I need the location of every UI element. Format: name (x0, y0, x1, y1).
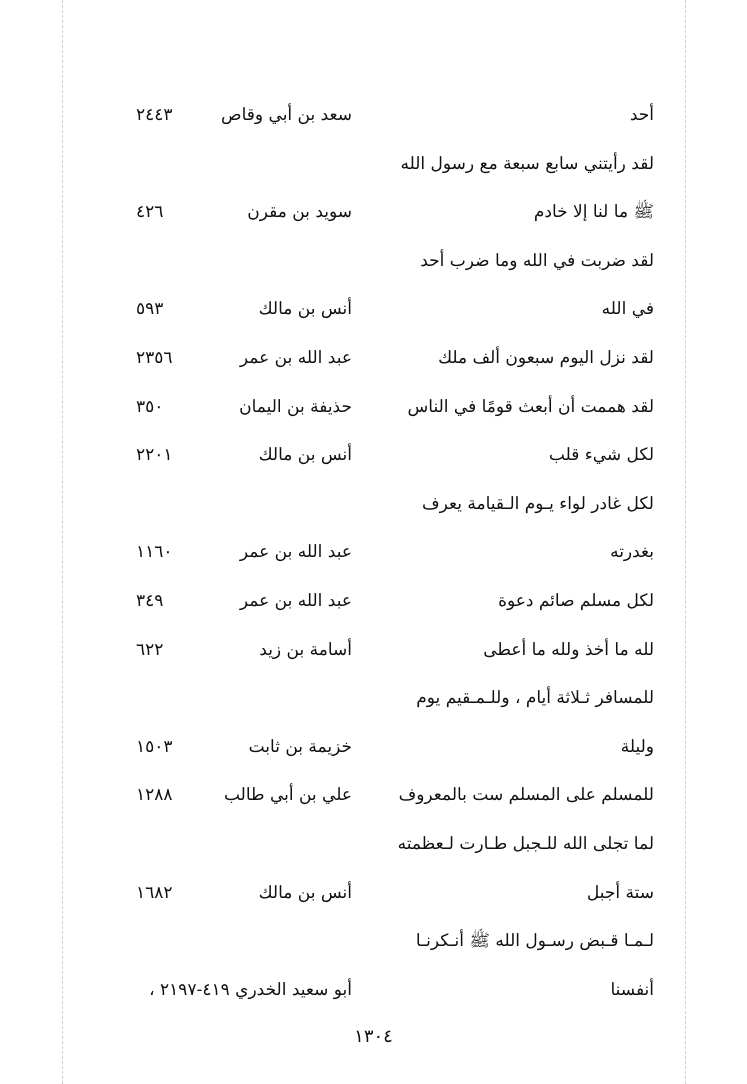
index-row (0, 335, 747, 384)
index-row (0, 481, 747, 530)
hadith-text: لقد رأيتني سابع سبعة مع رسول الله (400, 153, 654, 174)
index-row (0, 918, 747, 967)
narrator-name: أبو سعيد الخدري ٤١٩-٢١٩٧ ، (149, 979, 352, 1000)
narrator-name: أسامة بن زيد (259, 639, 352, 660)
hadith-text: لكل شيء قلب (548, 445, 654, 466)
index-row (0, 821, 747, 870)
narrator-name: خزيمة بن ثابت (248, 736, 352, 757)
hadith-text: للمسلم على المسلم ست بالمعروف (398, 785, 654, 806)
hadith-number: ١١٦٠ (136, 542, 173, 563)
index-row (0, 141, 747, 190)
hadith-text: للمسافر ثـلاثة أيام ، وللـمـقيم يوم (416, 688, 654, 709)
hadith-number: ٣٤٩ (136, 590, 164, 611)
index-row (0, 384, 747, 433)
index-row (0, 189, 747, 238)
hadith-number: ٦٢٢ (136, 639, 164, 660)
page-number: ١٣٠٤ (354, 1026, 393, 1047)
index-row (0, 578, 747, 627)
hadith-text: أنفسنا (610, 979, 654, 1000)
hadith-text: لكل مسلم صائم دعوة (498, 590, 654, 611)
narrator-name: سعد بن أبي وقاص (221, 105, 352, 125)
narrator-name: حذيفة بن اليمان (239, 396, 352, 417)
hadith-index-list (0, 92, 747, 1015)
hadith-text: لـمـا قـبض رسـول الله ﷺ أنـكرنـا (415, 931, 654, 952)
index-row (0, 92, 747, 141)
hadith-text: لكل غادر لواء يـوم الـقيامة يعرف (422, 493, 654, 514)
hadith-text: لقد ضربت في الله وما ضرب أحد (420, 250, 654, 271)
narrator-name: علي بن أبي طالب (223, 785, 352, 806)
narrator-name: سويد بن مقرن (247, 202, 352, 223)
index-row (0, 529, 747, 578)
hadith-text: لما تجلى الله للـجبل طـارت لـعظمته (397, 833, 654, 854)
index-row (0, 432, 747, 481)
hadith-number: ١٢٨٨ (136, 785, 173, 806)
index-row (0, 675, 747, 724)
narrator-name: أنس بن مالك (258, 445, 352, 466)
hadith-number: ٤٢٦ (136, 202, 164, 223)
hadith-number: ٢٣٥٦ (136, 347, 173, 368)
hadith-number: ٥٩٣ (136, 299, 164, 320)
hadith-text: في الله (601, 299, 654, 320)
hadith-number: ١٦٨٢ (136, 882, 173, 903)
index-row (0, 724, 747, 773)
hadith-number: ١٥٠٣ (136, 736, 173, 757)
hadith-text: أحد (629, 105, 654, 125)
hadith-text: لقد هممت أن أبعث قومًا في الناس (407, 396, 654, 417)
index-row (0, 772, 747, 821)
index-row (0, 627, 747, 676)
hadith-text: وليلة (620, 736, 654, 757)
narrator-name: أنس بن مالك (258, 299, 352, 320)
hadith-text: لقد نزل اليوم سبعون ألف ملك (438, 347, 654, 368)
hadith-text: لله ما أخذ ولله ما أعطى (483, 639, 654, 660)
hadith-text: بغدرته (610, 542, 654, 563)
index-row (0, 238, 747, 287)
index-row (0, 967, 747, 1016)
hadith-number: ٢٤٤٣ (136, 105, 173, 125)
hadith-text: ستة أجبل (586, 882, 654, 903)
index-row (0, 870, 747, 919)
hadith-number: ٢٢٠١ (136, 445, 173, 466)
narrator-name: عبد الله بن عمر (239, 542, 352, 563)
hadith-number: ٣٥٠ (136, 396, 164, 417)
index-row (0, 286, 747, 335)
narrator-name: أنس بن مالك (258, 882, 352, 903)
hadith-text: ﷺ ما لنا إلا خادم (533, 202, 654, 223)
narrator-name: عبد الله بن عمر (239, 347, 352, 368)
narrator-name: عبد الله بن عمر (239, 590, 352, 611)
